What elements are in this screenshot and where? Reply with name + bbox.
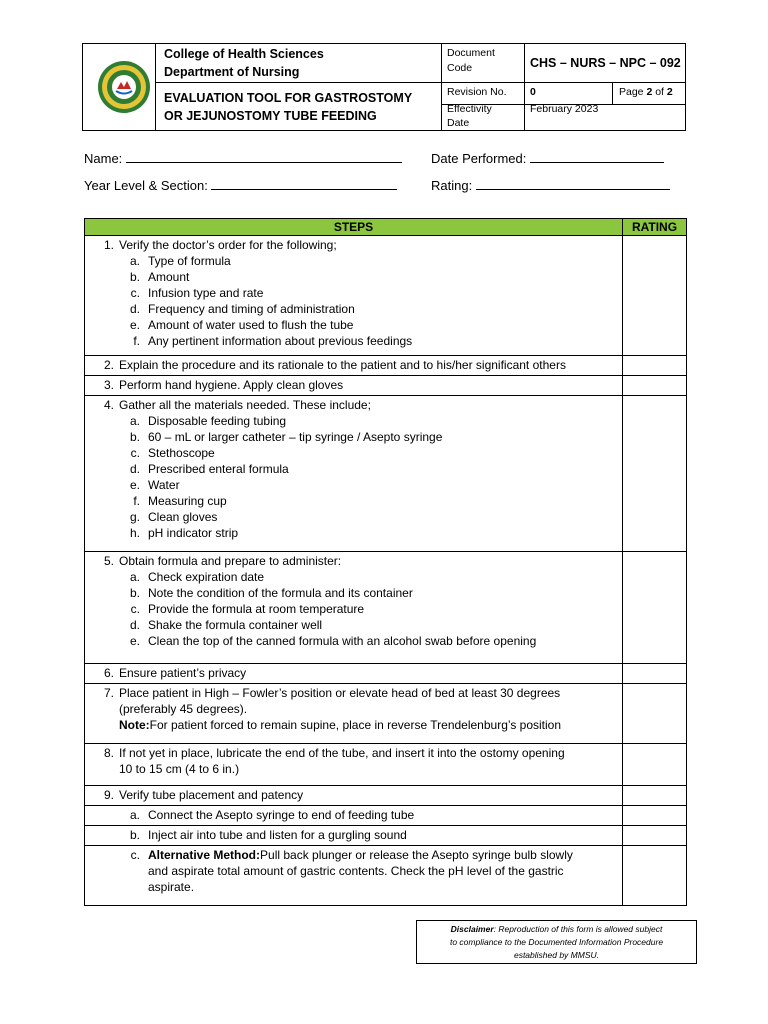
year-section-field[interactable] (84, 177, 397, 193)
sub-text: and aspirate total amount of gastric contents. Check the pH level of the gastric (148, 864, 564, 878)
step-row (85, 236, 687, 356)
document-header (82, 43, 686, 131)
disclaimer-text-3: established by MMSU. (513, 950, 600, 960)
sub-text: 60 – mL or larger catheter – tip syringe / Asepto syringe (148, 430, 443, 444)
sub-letter: b. (129, 586, 140, 600)
form-title-line-2: OR JEJUNOSTOMY TUBE FEEDING (164, 109, 377, 123)
sub-text: Clean gloves (148, 510, 218, 524)
step-row (85, 664, 687, 684)
step-row (85, 356, 687, 376)
disclaimer-box (416, 920, 697, 964)
step-text: Gather all the materials needed. These include; (119, 398, 371, 412)
sub-letter: a. (129, 254, 140, 268)
rating-cell[interactable] (623, 806, 687, 826)
sub-text: Prescribed enteral formula (148, 462, 289, 476)
step-cell (85, 786, 623, 806)
sub-text: Disposable feeding tubing (148, 414, 287, 428)
note-label: Note: (119, 718, 150, 732)
step-number: 6. (103, 666, 114, 680)
step-row (85, 552, 687, 664)
sub-letter: c. (130, 446, 140, 460)
date-performed-label: Date Performed: (431, 151, 527, 166)
sub-text: Pull back plunger or release the Asepto syringe bulb slowly (260, 848, 573, 862)
rating-cell[interactable] (623, 684, 687, 744)
sub-letter: d. (129, 462, 140, 476)
rating-cell[interactable] (623, 376, 687, 396)
sub-letter: c. (130, 848, 140, 862)
rating-cell[interactable] (623, 552, 687, 664)
sub-text: Amount (148, 270, 190, 284)
sub-letter: h. (129, 526, 140, 540)
steps-header: STEPS (85, 219, 623, 236)
college-name: College of Health Sciences (164, 47, 324, 61)
step-cell (85, 806, 623, 826)
step-cell (85, 236, 623, 356)
sub-text: Infusion type and rate (148, 286, 264, 300)
sub-letter: a. (129, 808, 140, 822)
effectivity-value: February 2023 (530, 103, 599, 115)
disclaimer-text-2: to compliance to the Documented Information Procedure (449, 937, 664, 947)
step-cell (85, 664, 623, 684)
doc-code-value: CHS – NURS – NPC – 092 (530, 56, 681, 70)
sub-text: Note the condition of the formula and its container (148, 586, 413, 600)
step-cell (85, 826, 623, 846)
step-row (85, 846, 687, 906)
step-number: 7. (103, 686, 114, 700)
sub-text: Stethoscope (148, 446, 215, 460)
year-section-label: Year Level & Section: (84, 178, 208, 193)
name-field[interactable] (84, 150, 402, 166)
sub-text: Measuring cup (148, 494, 227, 508)
step-text: If not yet in place, lubricate the end of the tube, and insert it into the ostomy opening (119, 746, 565, 760)
sub-letter: a. (129, 414, 140, 428)
step-cell (85, 396, 623, 552)
rating-cell[interactable] (623, 356, 687, 376)
step-cell (85, 376, 623, 396)
sub-text: Provide the formula at room temperature (148, 602, 365, 616)
doc-code-label-2: Code (447, 62, 473, 74)
step-number: 4. (103, 398, 114, 412)
evaluation-table (84, 218, 687, 906)
rating-cell[interactable] (623, 236, 687, 356)
step-row (85, 826, 687, 846)
step-number: 2. (103, 358, 114, 372)
step-row (85, 396, 687, 552)
sub-letter: c. (130, 286, 140, 300)
step-row (85, 744, 687, 786)
sub-text: pH indicator strip (148, 526, 239, 540)
rating-label: Rating: (431, 178, 473, 193)
disclaimer-text-1: : Reproduction of this form is allowed subject (493, 924, 663, 934)
step-cell (85, 846, 623, 906)
step-cell (85, 744, 623, 786)
sub-letter: e. (129, 318, 140, 332)
sub-letter: g. (129, 510, 140, 524)
step-number: 8. (103, 746, 114, 760)
step-number: 9. (103, 788, 114, 802)
step-number: 1. (103, 238, 114, 252)
name-label: Name: (84, 151, 123, 166)
step-row (85, 684, 687, 744)
sub-text: Water (148, 478, 180, 492)
note-text: For patient forced to remain supine, place in reverse Trendelenburg’s position (149, 718, 562, 732)
step-cell (85, 684, 623, 744)
step-text: Verify tube placement and patency (119, 788, 304, 802)
sub-letter: b. (129, 430, 140, 444)
step-text: Explain the procedure and its rationale to the patient and to his/her significant others (119, 358, 566, 372)
sub-text: Shake the formula container well (148, 618, 323, 632)
rating-cell[interactable] (623, 744, 687, 786)
sub-letter: f. (133, 494, 140, 508)
step-row (85, 786, 687, 806)
sub-text: Frequency and timing of administration (148, 302, 355, 316)
doc-code-label-1: Document (447, 47, 495, 59)
date-performed-field[interactable] (431, 150, 664, 166)
form-title-line-1: EVALUATION TOOL FOR GASTROSTOMY (164, 91, 413, 105)
step-number: 3. (103, 378, 114, 392)
sub-letter: a. (129, 570, 140, 584)
department-name: Department of Nursing (164, 65, 300, 79)
sub-letter: d. (129, 618, 140, 632)
rating-cell[interactable] (623, 786, 687, 806)
step-text: Obtain formula and prepare to administer: (119, 554, 342, 568)
step-number: 5. (103, 554, 114, 568)
sub-letter: d. (129, 302, 140, 316)
rating-cell[interactable] (623, 846, 687, 906)
sub-text: Amount of water used to flush the tube (148, 318, 354, 332)
step-text: (preferably 45 degrees). (119, 702, 248, 716)
step-cell (85, 356, 623, 376)
disclaimer-label: Disclaimer (450, 924, 494, 934)
sub-text: Inject air into tube and listen for a gurgling sound (148, 828, 407, 842)
alt-method-label: Alternative Method: (148, 848, 261, 862)
revision-label: Revision No. (447, 86, 507, 98)
rating-header: RATING (623, 219, 687, 236)
step-text: Ensure patient’s privacy (119, 666, 247, 680)
sub-letter: b. (129, 828, 140, 842)
sub-letter: f. (133, 334, 140, 348)
sub-text: Type of formula (148, 254, 231, 268)
step-row (85, 376, 687, 396)
rating-cell[interactable] (623, 664, 687, 684)
effectivity-label-1: Effectivity (447, 103, 492, 115)
step-text: Perform hand hygiene. Apply clean gloves (119, 378, 344, 392)
step-text: 10 to 15 cm (4 to 6 in.) (119, 762, 240, 776)
revision-value: 0 (530, 86, 536, 98)
effectivity-label-2: Date (447, 117, 470, 129)
page-indicator: Page 2 of 2 (619, 86, 673, 98)
sub-text: Connect the Asepto syringe to end of feeding tube (148, 808, 415, 822)
rating-cell[interactable] (623, 826, 687, 846)
sub-text: aspirate. (148, 880, 195, 894)
sub-text: Check expiration date (148, 570, 265, 584)
sub-letter: b. (129, 270, 140, 284)
sub-letter: e. (129, 634, 140, 648)
sub-letter: e. (129, 478, 140, 492)
university-seal-logo (97, 60, 151, 114)
rating-cell[interactable] (623, 396, 687, 552)
sub-letter: c. (130, 602, 140, 616)
sub-text: Clean the top of the canned formula with an alcohol swab before opening (148, 634, 537, 648)
step-text: Verify the doctor’s order for the following; (119, 238, 337, 252)
step-row (85, 806, 687, 826)
step-cell (85, 552, 623, 664)
rating-field[interactable] (431, 177, 670, 193)
step-text: Place patient in High – Fowler’s position or elevate head of bed at least 30 degrees (119, 686, 561, 700)
sub-text: Any pertinent information about previous feedings (148, 334, 413, 348)
